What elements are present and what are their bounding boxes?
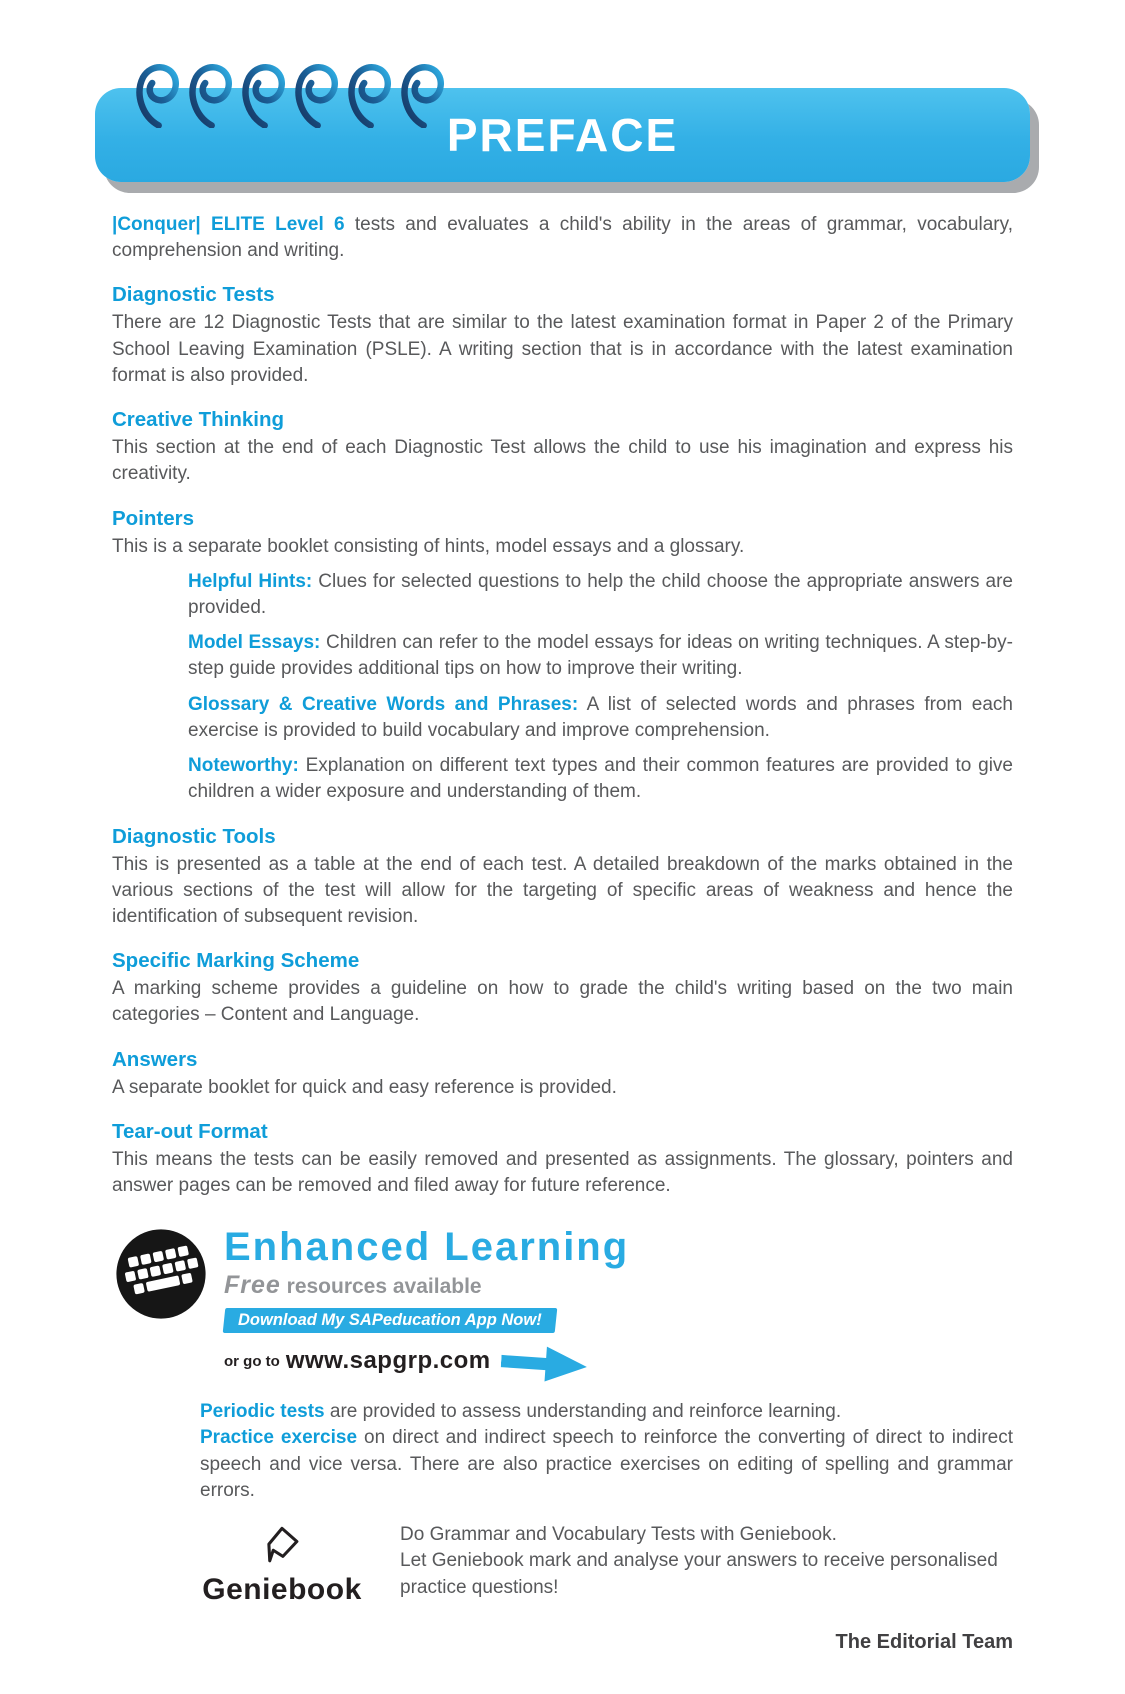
goto-line — [224, 1339, 629, 1383]
enhanced-learning-logo-icon — [112, 1225, 210, 1323]
spiral-ring-icon — [237, 62, 285, 128]
section-body: A separate booklet for quick and easy reference is provided. — [112, 1076, 617, 1098]
periodic-tests-paragraph — [200, 1399, 1013, 1425]
spiral-ring-icon — [184, 62, 232, 128]
editorial-team-signature: The Editorial Team — [835, 1631, 1013, 1654]
spiral-ring-icon — [343, 62, 391, 128]
enhanced-learning-text — [224, 1225, 629, 1383]
intro-paragraph — [112, 212, 1013, 264]
section-heading: Diagnostic Tools — [112, 824, 276, 848]
periodic-tests-text: are provided to assess understanding and reinforce learning. — [324, 1401, 842, 1423]
practice-exercise-paragraph — [200, 1425, 1013, 1504]
pointer-text: Explanation on different text types and their common features are provided to give children a wider exposure and understanding of them. — [188, 755, 1013, 803]
geniebook-logo — [182, 1520, 382, 1607]
section-heading: Pointers — [112, 506, 195, 530]
section-tear-out-format — [112, 1120, 1013, 1199]
goto-prefix: or go to — [224, 1352, 280, 1370]
pointer-text: Children can refer to the model essays for ideas on writing techniques. A step-by-step guide provides additional tips on how to improve their writing. — [188, 632, 1014, 680]
section-body: This section at the end of each Diagnostic Test allows the child to use his imagination and express his creativity. — [112, 437, 1013, 485]
section-heading: Answers — [112, 1047, 198, 1071]
free-label: Free — [224, 1271, 281, 1300]
practice-exercise-text: on direct and indirect speech to reinforce the converting of direct to indirect speech and vice versa. There are also practice exercises on editing of spelling and grammar errors. — [200, 1427, 1013, 1501]
pointer-label: Model Essays: — [188, 632, 321, 654]
intro-text: tests and evaluates a child's ability in the areas of grammar, vocabulary, comprehension and writing. — [112, 214, 1013, 262]
section-answers — [112, 1048, 1013, 1101]
spiral-ring-icon — [396, 62, 444, 128]
periodic-tests-label: Periodic tests — [200, 1401, 325, 1423]
spiral-ring-icon — [131, 62, 179, 128]
geniebook-block — [182, 1520, 1013, 1607]
pointer-label: Glossary & Creative Words and Phrases: — [188, 693, 579, 715]
pointer-item-model-essays — [188, 630, 1013, 682]
section-pointers — [112, 507, 1013, 806]
banner-wrap — [95, 88, 1030, 182]
pointer-text: A list of selected words and phrases from each exercise is provided to build vocabulary and improve comprehension. — [188, 693, 1013, 741]
section-diagnostic-tools — [112, 825, 1013, 931]
geniebook-diamond-icon — [261, 1524, 303, 1566]
preface-content — [112, 212, 1013, 1607]
section-heading: Tear-out Format — [112, 1119, 268, 1143]
pointer-item-helpful-hints — [188, 569, 1013, 621]
section-body: This is a separate booklet consisting of hints, model essays and a glossary. — [112, 535, 745, 557]
pointer-item-noteworthy — [188, 753, 1013, 805]
pointer-item-glossary — [188, 692, 1013, 744]
download-app-ribbon — [223, 1308, 557, 1333]
section-heading: Specific Marking Scheme — [112, 949, 360, 973]
free-rest: resources available — [280, 1275, 482, 1299]
spiral-binding — [131, 62, 444, 128]
spiral-ring-icon — [290, 62, 338, 128]
website-url: www.sapgrp.com — [285, 1347, 491, 1375]
section-body: This means the tests can be easily removed and presented as assignments. The glossary, pointers and answer pages can be removed and filed away for future reference. — [112, 1148, 1013, 1197]
arrow-right-icon — [499, 1342, 587, 1386]
section-body: There are 12 Diagnostic Tests that are similar to the latest examination format in Paper 2 of the Primary School Leaving Examination (PSLE). A writing section that is in accordance with the latest examination format is also provided. — [112, 312, 1013, 386]
section-creative-thinking — [112, 408, 1013, 487]
enhanced-learning-block — [112, 1225, 1013, 1504]
practice-exercise-label: Practice exercise — [200, 1427, 358, 1449]
page-title: PREFACE — [446, 109, 679, 161]
section-specific-marking-scheme — [112, 949, 1013, 1028]
section-heading: Creative Thinking — [112, 408, 285, 432]
enhanced-learning-title: Enhanced Learning — [224, 1225, 630, 1270]
section-body: A marking scheme provides a guideline on how to grade the child's writing based on the two main categories – Content and Language. — [112, 978, 1013, 1026]
section-heading: Diagnostic Tests — [112, 283, 275, 307]
series-title: |Conquer| ELITE Level 6 — [112, 214, 345, 235]
enhanced-learning-paragraphs — [200, 1399, 1013, 1504]
geniebook-wordmark: Geniebook — [202, 1573, 362, 1607]
free-resources-line — [224, 1271, 629, 1300]
pointer-label: Helpful Hints: — [188, 570, 313, 592]
enhanced-learning-header — [112, 1225, 1013, 1383]
section-body: This is presented as a table at the end of each test. A detailed breakdown of the marks obtained in the various sections of the test will allow for the targeting of specific areas of weakness and hence the identification of subsequent revision. — [112, 853, 1013, 927]
geniebook-line2: Let Geniebook mark and analyse your answers to receive personalised practice questions! — [400, 1550, 998, 1598]
geniebook-text — [382, 1520, 1013, 1607]
pointer-text: Clues for selected questions to help the child choose the appropriate answers are provided. — [188, 570, 1013, 618]
geniebook-line1: Do Grammar and Vocabulary Tests with Geniebook. — [400, 1524, 837, 1546]
section-diagnostic-tests — [112, 283, 1013, 389]
download-app-text: Download My SAPeducation App Now! — [238, 1311, 542, 1330]
pointer-label: Noteworthy: — [188, 755, 299, 777]
